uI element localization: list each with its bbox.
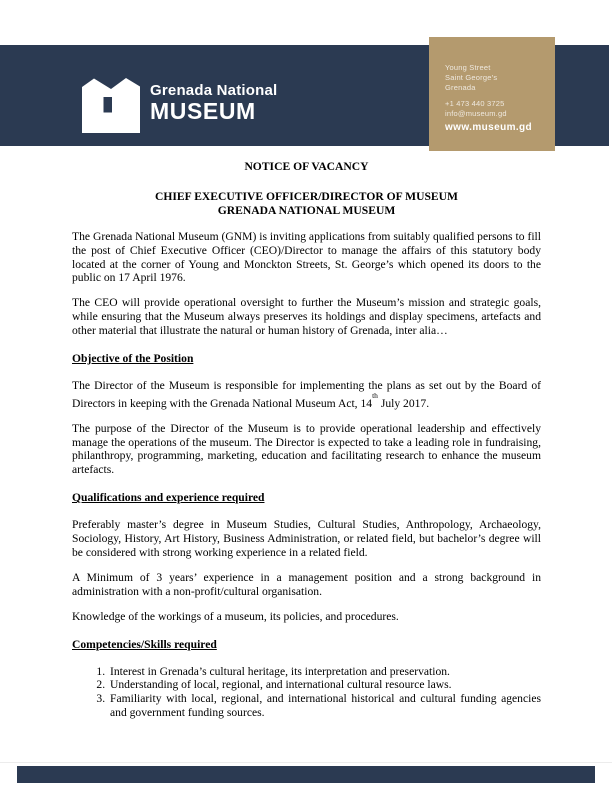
competency-item-2: 2. Understanding of local, regional, and international cultural resource laws.: [108, 678, 541, 692]
document-body: [72, 160, 541, 720]
organization-name: GRENADA NATIONAL MUSEUM: [217, 203, 396, 217]
email-address: info@museum.gd: [445, 109, 507, 118]
museum-building-icon: [82, 76, 140, 133]
address-line-2: Saint George’s: [445, 73, 498, 82]
footer-bar: [17, 766, 595, 783]
competency-item-1: 1. Interest in Grenada’s cultural heritage, its interpretation and preservation.: [108, 665, 541, 679]
brand-wordmark: [150, 83, 277, 123]
address-line-3: Grenada: [445, 83, 476, 92]
website-url: www.museum.gd: [445, 122, 533, 133]
phone-number: +1 473 440 3725: [445, 99, 505, 108]
qualifications-paragraph-1: Preferably master’s degree in Museum Studies, Cultural Studies, Anthropology, Archaeology, Sociology, History, Art History, Business Administration, or related field, but bachelor’s degree will be considered with strong working experience in a related field.: [72, 518, 541, 559]
notice-title: NOTICE OF VACANCY: [244, 160, 369, 173]
qualifications-paragraph-3: Knowledge of the workings of a museum, its policies, and procedures.: [72, 609, 399, 623]
position-title: CHIEF EXECUTIVE OFFICER/DIRECTOR OF MUSEUM: [155, 189, 458, 203]
section-heading-competencies: Competencies/Skills required: [72, 637, 217, 651]
objective-paragraph-1: [72, 379, 541, 411]
intro-paragraph-1: The Grenada National Museum (GNM) is inviting applications from suitably qualified persons to fill the post of Chief Executive Officer (CEO)/Director to manage the affairs of this statutory body located at the corner of Young and Monckton Streets, St. George’s which opened its doors to the public on 17 April 1976.: [72, 229, 541, 285]
objective-paragraph-1-text: The Director of the Museum is responsible for implementing the plans as set out by the Board of Directors in keeping with the Grenada National Museum Act, 14: [72, 378, 541, 410]
objective-paragraph-1-tail: July 2017.: [377, 396, 430, 410]
section-heading-qualifications: Qualifications and experience required: [72, 491, 265, 505]
position-title-block: [72, 190, 541, 218]
section-heading-objective: Objective of the Position: [72, 352, 194, 366]
brand-name-bottom: MUSEUM: [150, 98, 256, 124]
footer-separator-line: [0, 762, 612, 763]
intro-paragraph-2: The CEO will provide operational oversight to further the Museum’s mission and strategic goals, while ensuring that the Museum always preserves its holdings and display specimens, artefacts and other material that illustrate the natural or human history of Grenada, inter alia…: [72, 296, 541, 338]
address-line-1: Young Street: [445, 63, 491, 72]
brand-name-top: Grenada National: [150, 82, 278, 99]
objective-paragraph-2: The purpose of the Director of the Museum is to provide operational leadership and effectively manage the operations of the museum. The Director is expected to take a leading role in fundraising, philanthropy, programming, marketing, education and facilitating research to enhance the museum artefacts.: [72, 421, 541, 477]
qualifications-paragraph-2: A Minimum of 3 years’ experience in a management position and a strong background in administration with a non-profit/cultural organisation.: [72, 570, 541, 598]
competencies-list: [72, 665, 541, 721]
museum-logo: [82, 76, 277, 133]
competency-item-3: 3. Familiarity with local, regional, and international historical and cultural funding agencies and government funding sources.: [108, 692, 541, 720]
contact-card: [429, 37, 555, 151]
ordinal-superscript: th: [372, 390, 378, 400]
